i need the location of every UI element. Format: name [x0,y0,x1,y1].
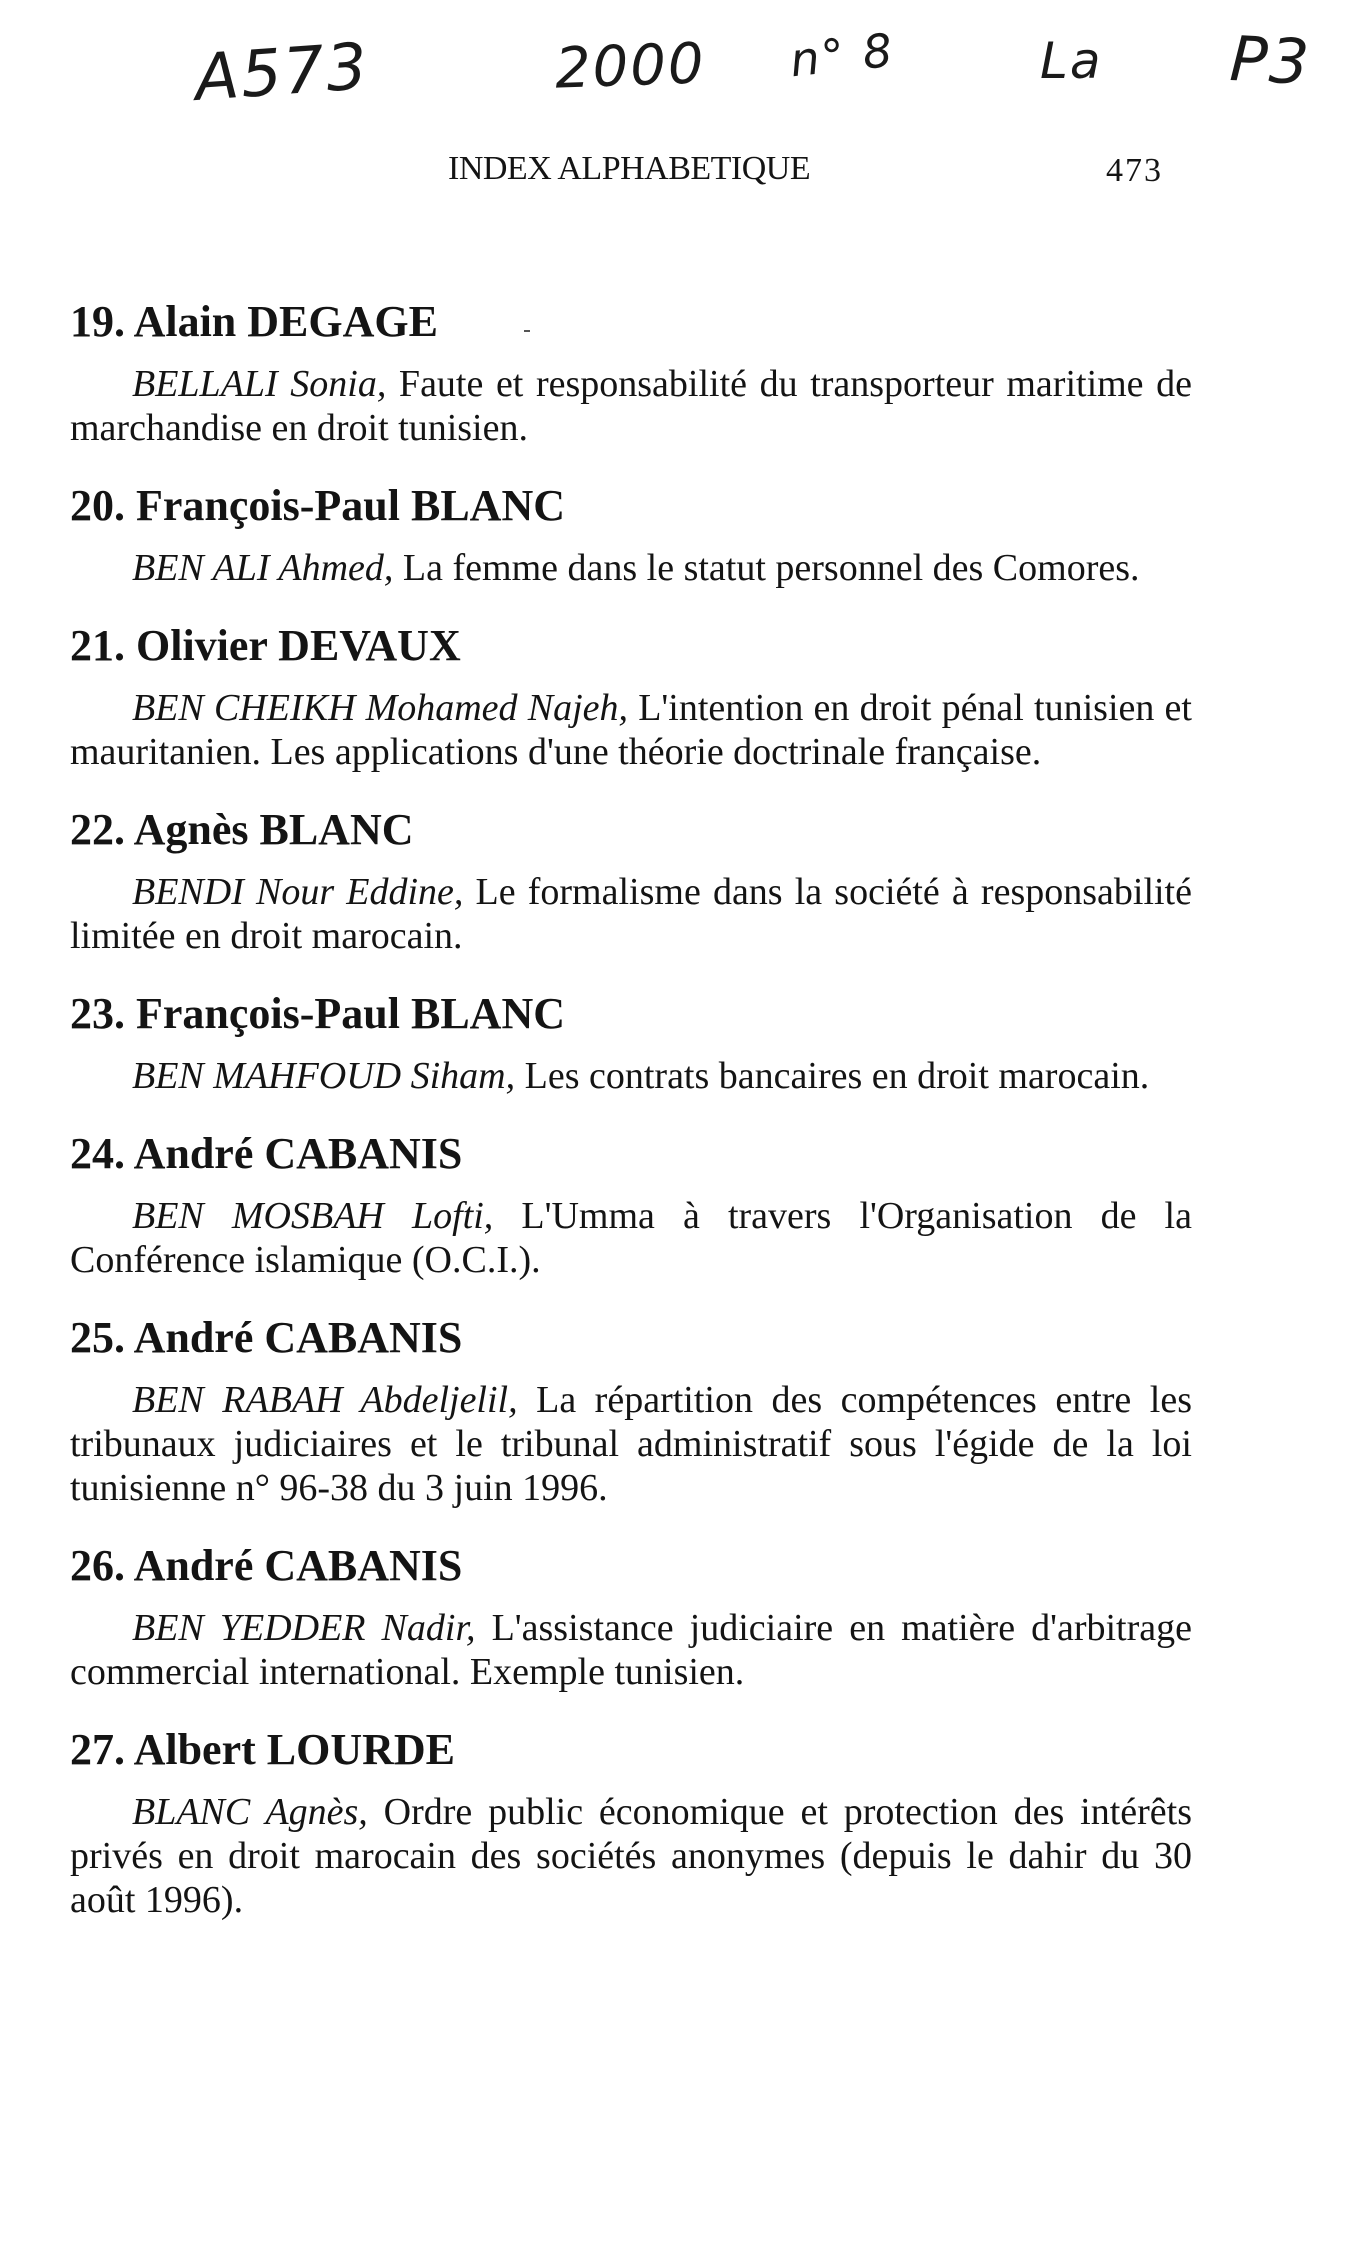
entry-body [70,870,1192,958]
entry-title: L'intention en droit pénal tunisien et mauritanien. Les applications d'une théorie doctrinale française. [70,687,1192,773]
entry-heading: 24. André CABANIS [70,1129,463,1178]
entry-body [70,546,1192,590]
index-entry [70,620,1192,774]
entry-heading: 27. Albert LOURDE [70,1725,455,1774]
entry-heading: 20. François-Paul BLANC [70,481,565,530]
entry-title: La femme dans le statut personnel des Comores. [393,547,1140,589]
entry-body [70,1194,1192,1282]
index-entry [70,1128,1192,1282]
entry-body [70,1378,1192,1510]
index-entry [70,1312,1192,1510]
index-entry [70,1724,1192,1922]
entry-author: BELLALI Sonia, [132,363,387,405]
entry-heading: 19. Alain DEGAGE [70,297,438,346]
entry-heading: 26. André CABANIS [70,1541,463,1590]
handwritten-annotations [0,22,1369,132]
index-entry [70,296,1192,450]
entry-author: BLANC Agnès, [132,1791,368,1833]
entry-author: BEN MAHFOUD Siham, [132,1055,516,1097]
handwritten-note: 2000 [553,31,707,102]
entry-body [70,1054,1192,1098]
index-entry [70,804,1192,958]
running-head [0,150,1369,200]
entry-author: BEN ALI Ahmed, [132,547,394,589]
entry-heading: 23. François-Paul BLANC [70,989,565,1038]
index-entry [70,988,1192,1098]
index-entry [70,1540,1192,1694]
entry-body [70,362,1192,450]
entry-body [70,686,1192,774]
entry-title: Les contrats bancaires en droit marocain. [515,1055,1150,1097]
entry-body [70,1606,1192,1694]
page-number: 473 [1106,152,1163,189]
entry-author: BEN YEDDER Nadir, [132,1607,476,1649]
entry-title: La répartition des compétences entre les tribunaux judiciaires et le tribunal administratif sous l'égide de la loi tunisienne n° 96-38 du 3 juin 1996. [70,1379,1192,1509]
entry-title: Faute et responsabilité du transporteur maritime de marchandise en droit tunisien. [70,363,1193,449]
handwritten-note: A573 [192,30,372,116]
entry-heading: 21. Olivier DEVAUX [70,621,461,670]
entry-title: L'assistance judiciaire en matière d'arbitrage commercial international. Exemple tunisien. [70,1607,1192,1693]
entry-title: Ordre public économique et protection des intérêts privés en droit marocain des sociétés anonymes (depuis le dahir du 30 août 1996). [70,1791,1192,1921]
handwritten-note: n° 8 [787,22,897,88]
entry-author: BEN CHEIKH Mohamed Najeh, [132,687,629,729]
entry-heading: 22. Agnès BLANC [70,805,414,854]
entry-title: Le formalisme dans la société à responsabilité limitée en droit marocain. [70,871,1192,957]
entry-author: BEN RABAH Abdeljelil, [132,1379,518,1421]
entry-heading: 25. André CABANIS [70,1313,463,1362]
index-entry [70,480,1192,590]
index-entries [70,296,1192,1952]
entry-author: BEN MOSBAH Lofti, [132,1195,494,1237]
handwritten-note: P3 [1228,21,1313,100]
entry-body [70,1790,1192,1922]
handwritten-note: La [1040,32,1103,90]
entry-title: L'Umma à travers l'Organisation de la Conférence islamique (O.C.I.). [70,1195,1192,1281]
entry-author: BENDI Nour Eddine, [132,871,464,913]
running-title: INDEX ALPHABETIQUE [448,150,811,187]
